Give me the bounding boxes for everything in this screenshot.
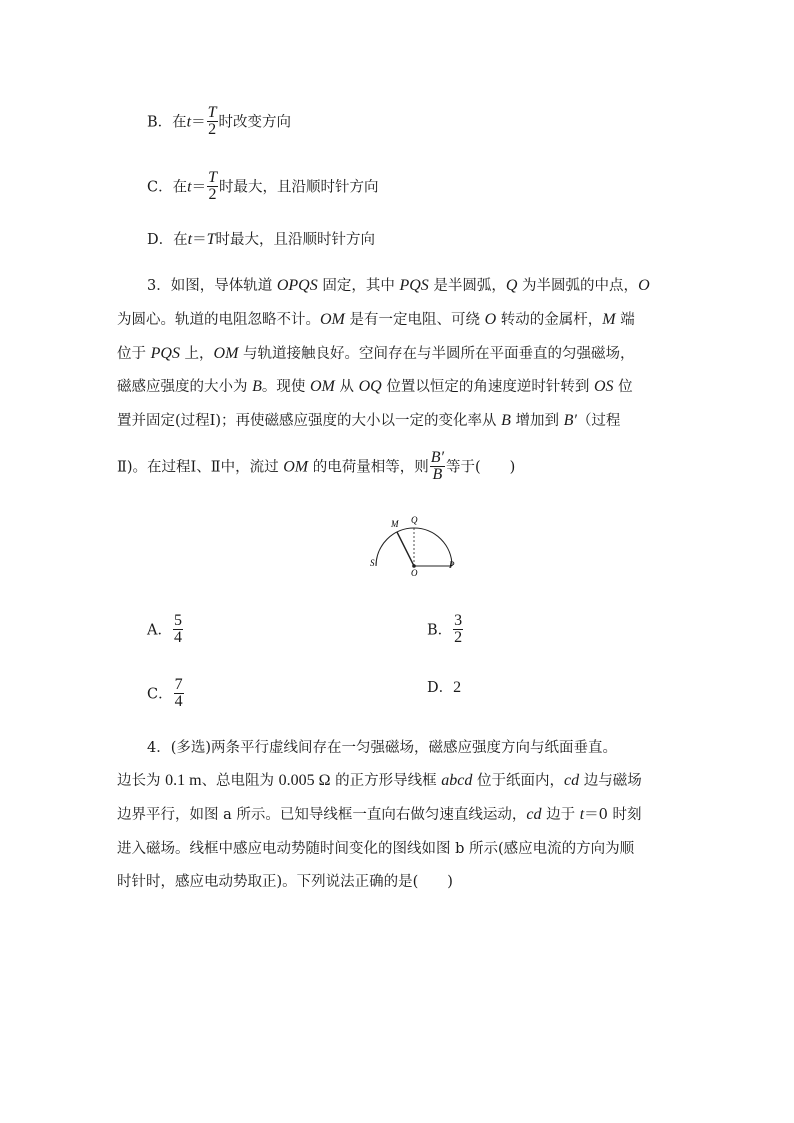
text-span: abcd	[441, 772, 473, 789]
var-t: t	[187, 231, 193, 248]
semicircle-rail-figure	[364, 506, 460, 576]
text-span: Ⅱ)。在过程Ⅰ、Ⅱ中，流过	[117, 459, 284, 476]
rod-om	[397, 532, 414, 566]
text-span: OM	[320, 311, 345, 328]
text-span: t	[579, 806, 585, 823]
equals: ＝	[192, 232, 207, 248]
text-span: A．	[147, 622, 172, 639]
text-span: 从	[334, 379, 359, 395]
option-d-text: 时最大，且沿顺时针方向	[215, 232, 375, 248]
text-span: 的电荷量相等，则	[308, 459, 429, 476]
text-span: 3．如图，导体轨道	[147, 278, 277, 294]
option-d-label: D．在	[147, 232, 188, 248]
option-c-label: C．在	[147, 179, 188, 196]
text-span: （过程	[576, 413, 621, 429]
text-span: O	[638, 277, 650, 294]
denominator: B	[432, 466, 443, 483]
text-span: 4．(多选)两条平行虚线间存在一匀强磁场，磁感应强度方向与纸面垂直。	[147, 740, 618, 756]
text-span: 与轨道接触良好。空间存在与半圆所在平面垂直的匀强磁场，	[238, 346, 635, 362]
text-span: 位置以恒定的角速度逆时针转到	[381, 379, 594, 395]
text-span: 边与磁场	[579, 773, 642, 789]
text-span: ＝0 时刻	[584, 807, 642, 823]
text-span: PQS	[150, 345, 180, 362]
label-s: S	[370, 558, 375, 568]
q3-line-1	[147, 276, 650, 296]
text-span: 。现使	[261, 379, 310, 395]
q3-line-4	[117, 377, 633, 397]
text-span: 3	[454, 612, 463, 629]
var-T: T	[206, 231, 216, 248]
text-span: 2	[454, 629, 463, 646]
text-span: 4	[173, 629, 182, 646]
text-span: 位于纸面内，	[472, 773, 564, 789]
q4-line-4	[117, 839, 634, 859]
text-span: 固定，其中	[317, 278, 400, 294]
text-span: 上，	[179, 346, 214, 362]
option-b-line	[147, 106, 291, 139]
fraction-t-over-2	[207, 170, 218, 203]
option-c-line	[147, 171, 378, 204]
q4-line-3	[117, 805, 642, 825]
label-o: O	[411, 568, 418, 576]
q3-option-a	[147, 614, 184, 647]
text-span: B．	[427, 622, 453, 639]
text-span: C．	[147, 686, 173, 703]
text-span: cd	[564, 772, 580, 789]
text-span: 置并固定(过程Ⅰ)；再使磁感应强度的大小以一定的变化率从	[117, 413, 502, 429]
text-span: 边于	[541, 807, 580, 823]
text-span: OM	[283, 458, 309, 476]
label-q: Q	[411, 515, 418, 525]
text-span: OPQS	[276, 277, 318, 294]
text-span: B	[501, 412, 511, 429]
text-span: 4	[174, 693, 183, 710]
text-span: 时针时，感应电动势取正)。下列说法正确的是( )	[117, 874, 453, 890]
text-span: 0.1 m	[165, 772, 202, 789]
q3-line-3	[117, 344, 635, 364]
text-span: 位于	[117, 346, 151, 362]
text-span: OM	[310, 378, 335, 395]
q3-line-5	[117, 411, 620, 431]
text-span: 边长为	[117, 773, 166, 789]
text-span: 等于( )	[446, 459, 516, 476]
text-span: cd	[526, 806, 542, 823]
option-c-text: 时最大，且沿顺时针方向	[218, 179, 379, 196]
option-b-label: B．在	[147, 114, 187, 131]
text-span: B	[252, 378, 262, 395]
text-span: B′	[563, 412, 577, 429]
fraction-5-4	[173, 613, 183, 646]
text-span: 端	[615, 312, 635, 328]
q3-line-2	[117, 310, 635, 330]
fraction-7-4	[174, 677, 184, 710]
denominator: 2	[208, 186, 217, 203]
label-p: P	[449, 560, 455, 570]
text-span: 进入磁场。线框中感应电动势随时间变化的图线如图 b 所示(感应电流的方向为顺	[117, 841, 635, 857]
text-span: 转动的金属杆，	[496, 312, 603, 328]
numerator: B′	[430, 449, 444, 466]
q3-option-c	[147, 678, 185, 711]
text-span: 是半圆弧，	[428, 278, 506, 294]
q4-line-2	[117, 771, 642, 791]
text-span: PQS	[399, 277, 429, 294]
q3-option-b	[427, 614, 464, 647]
var-t: t	[187, 178, 192, 196]
text-span: 5	[173, 612, 182, 629]
text-span: OS	[593, 378, 614, 395]
text-span: 是有一定电阻、可绕	[344, 312, 485, 328]
text-span: M	[602, 311, 616, 328]
var-t: t	[186, 113, 192, 131]
text-span: 0.005 Ω	[278, 772, 331, 789]
q4-line-5	[117, 872, 453, 892]
label-m: M	[391, 519, 399, 529]
text-span: OM	[213, 345, 239, 362]
text-span: O	[484, 311, 497, 328]
text-span: 的正方形导线框	[330, 773, 442, 789]
text-span: OQ	[358, 378, 382, 395]
text-span: 为圆心。轨道的电阻忽略不计。	[117, 312, 320, 328]
numerator: T	[207, 104, 217, 121]
fraction-3-2	[453, 613, 463, 646]
equals: ＝	[191, 179, 207, 196]
text-span: 增加到	[510, 413, 564, 429]
text-span: 为半圆弧的中点，	[517, 278, 639, 294]
denominator: 2	[208, 121, 217, 138]
option-d-line	[147, 230, 375, 250]
q3-line-6	[117, 451, 515, 484]
text-span: 磁感应强度的大小为	[117, 379, 253, 395]
option-b-text: 时改变方向	[218, 114, 292, 131]
text-span: 位	[613, 379, 633, 395]
fraction-b-prime-over-b	[430, 450, 445, 483]
text-span: D．	[427, 680, 454, 696]
equals: ＝	[191, 114, 206, 131]
text-span: 边界平行，如图 a 所示。已知导线框一直向右做匀速直线运动，	[117, 807, 527, 823]
text-span: 、总电阻为	[201, 773, 279, 789]
text-span: Q	[505, 277, 518, 294]
q4-line-1	[147, 738, 617, 758]
fraction-t-over-2	[207, 105, 218, 138]
numerator: T	[208, 169, 217, 186]
text-span: 2	[453, 679, 462, 696]
q3-option-d	[427, 678, 461, 698]
text-span: 7	[174, 676, 183, 693]
